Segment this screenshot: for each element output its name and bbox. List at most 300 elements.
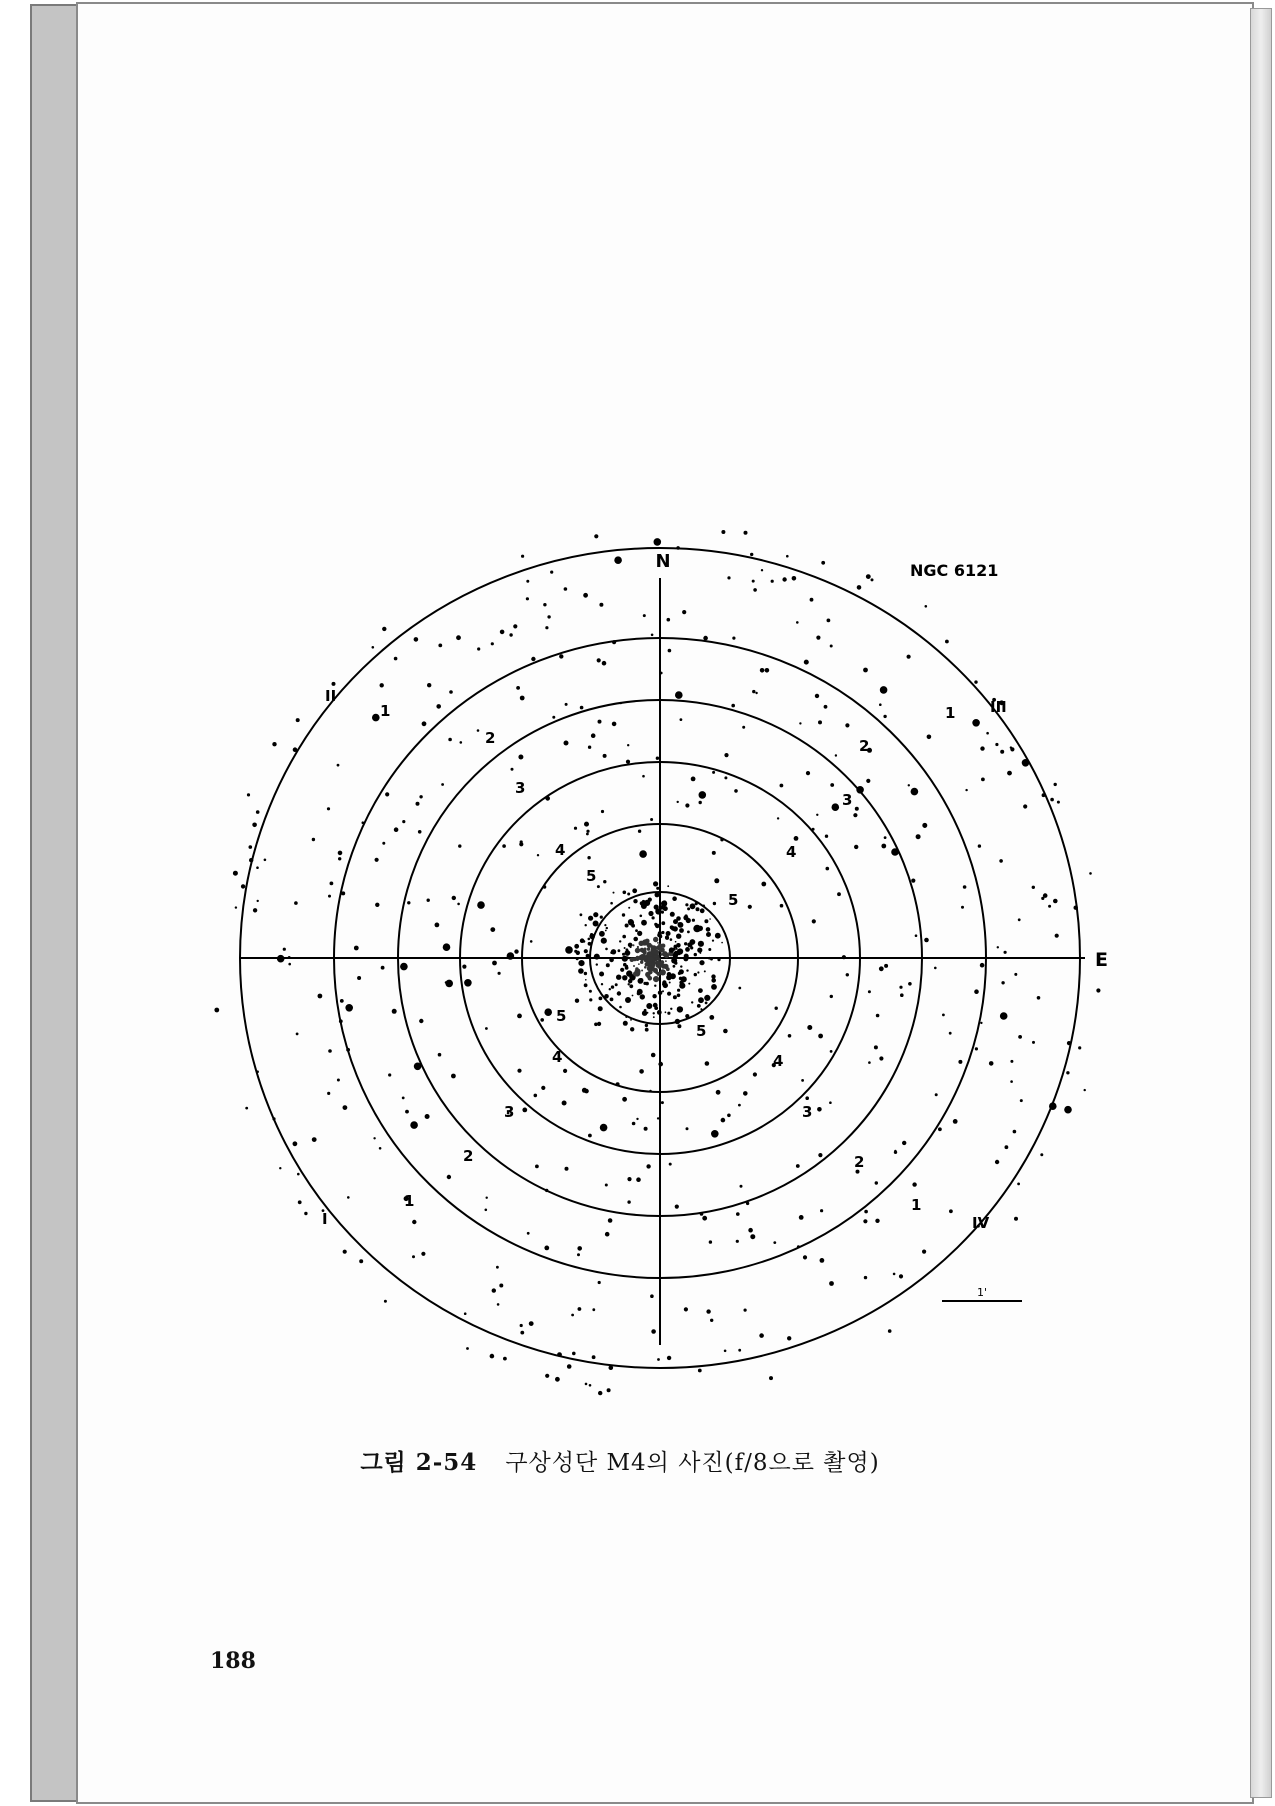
star [564,741,569,746]
core-star [616,975,621,980]
star [312,838,315,841]
core-star [679,969,684,974]
star [796,621,799,624]
core-star [605,948,608,951]
star [380,683,384,687]
star [574,827,577,830]
core-star [625,976,627,978]
star [881,844,886,849]
core-star [635,929,638,932]
core-star [635,967,638,970]
star [916,834,921,839]
core-star [698,997,704,1003]
star [535,1165,539,1169]
star [531,657,535,661]
core-star [650,948,656,954]
star [753,1072,757,1076]
core-star [617,991,621,995]
core-star [645,1024,648,1027]
star [427,683,431,687]
core-star [715,933,721,939]
star [412,1220,416,1224]
core-star [589,998,592,1001]
star [587,856,590,859]
core-star [712,940,714,942]
star [381,966,385,970]
star [830,1050,833,1053]
star [820,1209,823,1212]
star [874,1045,878,1049]
star [866,574,871,579]
star [601,810,604,813]
core-star [660,969,666,975]
star [520,696,525,701]
star [328,1049,332,1053]
core-star [625,950,631,956]
star [1055,934,1059,938]
star [639,1069,644,1074]
core-star [697,948,702,953]
star [438,644,442,648]
star [761,569,763,571]
star [575,999,579,1003]
star [1000,750,1004,754]
star [338,857,341,860]
star [354,946,359,951]
star [337,1079,340,1082]
star [592,1355,596,1359]
star [526,580,529,583]
star [586,830,589,833]
star [421,1252,425,1256]
core-star [622,953,625,956]
star [448,738,452,742]
star [980,963,985,968]
star [402,820,405,823]
star [272,742,276,746]
core-star [632,995,634,997]
star [1004,951,1007,954]
star [907,655,911,659]
star [712,851,716,855]
star [773,1241,776,1244]
star [935,1093,938,1096]
core-star [704,919,708,923]
star [622,913,625,916]
star [585,1383,588,1386]
star [394,827,399,832]
star [755,692,757,694]
core-star [711,984,717,990]
star [879,703,882,706]
core-star [670,938,673,941]
star [359,1259,363,1263]
ring-label-2-ne: 2 [859,737,870,755]
core-star [629,984,633,988]
star [1007,771,1012,776]
star [580,706,584,710]
core-star [680,965,682,967]
star [1096,988,1100,992]
star [615,983,618,986]
star [675,691,683,699]
star [710,1319,713,1322]
core-star [647,965,652,970]
star [864,1210,868,1214]
core-star [676,934,681,939]
star [815,694,819,698]
star [908,982,912,986]
core-star [697,1004,701,1008]
star [999,859,1003,863]
star [868,990,871,993]
core-star [662,900,667,905]
core-star [683,979,685,981]
ring-label-1-ne: 1 [945,704,956,722]
star [1010,1060,1013,1063]
star [965,789,967,791]
star [347,1196,350,1199]
star [1001,981,1004,984]
core-star [628,920,634,926]
star [830,995,833,998]
core-star [596,963,598,965]
core-star [606,927,608,929]
star [1048,905,1051,908]
figure-caption-number: 그림 2-54 [360,1449,478,1476]
star [880,686,888,694]
core-star [703,905,705,907]
core-star [657,1010,662,1015]
core-star [685,947,690,952]
figure-caption-text: 구상성단 M4의 사진(f/8으로 촬영) [505,1450,880,1476]
star [761,882,766,887]
star [782,577,786,581]
star [786,555,789,558]
core-star [710,958,713,961]
star [927,735,932,740]
star [441,783,444,786]
star [780,904,784,908]
star [742,726,745,729]
star [594,534,598,538]
star [264,859,267,862]
star [997,946,999,948]
star [654,538,662,546]
core-star [640,994,645,999]
page-number: 188 [210,1648,256,1674]
core-star [658,991,663,996]
star [373,1137,375,1139]
star [382,842,385,845]
star [577,1246,582,1251]
core-star [673,995,677,999]
star [614,556,622,564]
star [372,646,375,649]
star [753,588,757,592]
star [744,531,748,535]
star [750,1234,755,1239]
star [734,789,738,793]
star [586,833,589,836]
star [1037,996,1041,1000]
star [283,948,286,951]
ring-label-5-nw: 5 [586,867,597,885]
star [419,1019,423,1023]
star [868,1061,871,1064]
core-star [625,966,629,970]
star [980,1022,982,1024]
star [509,633,512,636]
core-star [647,956,653,962]
quadrant-label-iii: III [990,698,1007,716]
star [978,844,981,847]
star [414,637,419,642]
star [477,729,480,732]
star [1054,783,1057,786]
core-star [593,921,599,927]
core-star [583,940,586,943]
star [818,720,822,724]
star [597,658,601,662]
star [589,1384,592,1387]
core-star [690,903,696,909]
ring-label-1-nw: 1 [380,702,391,720]
star [705,1061,710,1066]
quadrant-label-iv: IV [972,1214,990,1232]
star [922,1250,926,1254]
star [724,776,727,779]
star [602,661,607,666]
star [462,965,466,969]
core-star [691,1001,693,1003]
star [810,598,814,602]
star [534,1094,538,1098]
star [680,718,683,721]
star [318,994,323,999]
star [372,714,380,722]
star [738,1349,741,1352]
page-edge [1250,8,1272,1798]
core-star [653,937,658,942]
ring-label-3-se: 3 [802,1103,813,1121]
star [685,803,689,807]
star [518,755,523,760]
ring-label-3-sw: 3 [504,1103,515,1121]
star [416,802,420,806]
star [520,1324,523,1327]
core-star [698,926,703,931]
star [517,1014,522,1019]
figure-caption [120,1444,1120,1477]
core-star [709,918,711,920]
star [583,593,588,598]
star [422,721,427,726]
core-star [653,1016,655,1018]
star [526,597,529,600]
star [853,813,857,817]
core-star [639,948,642,951]
star [805,1096,809,1100]
star [642,775,645,778]
star [328,895,331,898]
star [527,1232,530,1235]
star [603,754,607,758]
star [584,983,588,987]
star [499,1284,503,1288]
core-star [663,964,668,969]
star-chart [200,500,1120,1400]
star [1078,1046,1081,1049]
core-star [630,946,632,948]
core-star [645,939,650,944]
core-star [578,968,584,974]
north-label: N [655,551,671,572]
star [709,1015,714,1020]
core-star [606,963,610,967]
star [750,553,753,556]
star [727,1114,731,1118]
star [743,1091,748,1096]
core-star [637,989,643,995]
star [924,826,926,828]
star [875,1181,878,1184]
star [651,1329,656,1334]
core-star [641,920,647,926]
star [502,844,506,848]
star [799,722,801,724]
core-star [677,951,682,956]
star [565,946,573,954]
star [949,1032,952,1035]
star [777,817,779,819]
core-star [584,972,587,975]
core-star [619,1006,622,1009]
star [787,1336,791,1340]
star [449,690,453,694]
core-star [672,896,677,901]
star [899,986,902,989]
star [375,903,379,907]
star [712,771,715,774]
star [721,530,725,534]
star [388,1073,391,1076]
core-star [685,1014,689,1018]
star [1010,746,1012,748]
star [492,961,497,966]
star [279,1167,281,1169]
core-star [625,924,629,928]
core-star [584,949,588,953]
core-star [658,931,662,935]
star [818,1034,823,1039]
core-star [628,907,630,909]
star [657,1117,659,1119]
star [925,605,928,608]
star [405,1110,409,1114]
star [340,999,344,1003]
core-star [630,1027,634,1031]
star [854,845,858,849]
star [667,1356,671,1360]
star [588,1134,592,1138]
star [771,580,774,583]
star [765,668,770,673]
core-star [644,948,647,951]
star [296,718,300,722]
core-star [610,951,613,954]
star [600,1124,608,1132]
star [597,1022,601,1026]
star [332,682,336,686]
star [736,1240,739,1243]
star [419,795,422,798]
core-star [700,908,705,913]
ring-label-4-nw: 4 [555,841,566,859]
core-star [698,941,704,947]
star [541,1086,545,1090]
star [627,1177,631,1181]
star [866,779,870,783]
star [545,1374,549,1378]
star [1020,1099,1023,1102]
core-star [599,972,604,977]
star [953,1119,958,1124]
star [337,764,340,767]
star [392,1009,397,1014]
book-spine [30,4,78,1802]
core-star [700,1008,702,1010]
core-star [588,916,593,921]
core-star [700,952,702,954]
core-star [684,942,687,945]
star [605,1184,608,1187]
star [639,850,647,858]
star [846,973,849,976]
star [1089,872,1092,875]
star [312,1137,317,1142]
core-star [630,1019,632,1021]
star [1005,1145,1009,1149]
core-star [646,954,648,956]
star [724,753,728,757]
star [379,1147,382,1150]
star [550,571,553,574]
core-star [635,948,640,953]
star [591,733,596,738]
star [706,1309,710,1313]
star [667,618,671,622]
core-star [632,944,634,946]
star [792,576,797,581]
star [249,845,253,849]
star [829,1101,832,1104]
star [1013,1130,1017,1134]
star [436,704,441,709]
star [1014,973,1017,976]
star [723,1029,728,1034]
star [1084,1089,1086,1091]
star [655,892,660,897]
star [669,1163,672,1166]
core-star [721,942,723,944]
core-star [686,969,688,971]
star [699,801,702,804]
star [650,1294,654,1298]
star [816,636,820,640]
core-star [665,960,667,962]
star [427,899,430,902]
